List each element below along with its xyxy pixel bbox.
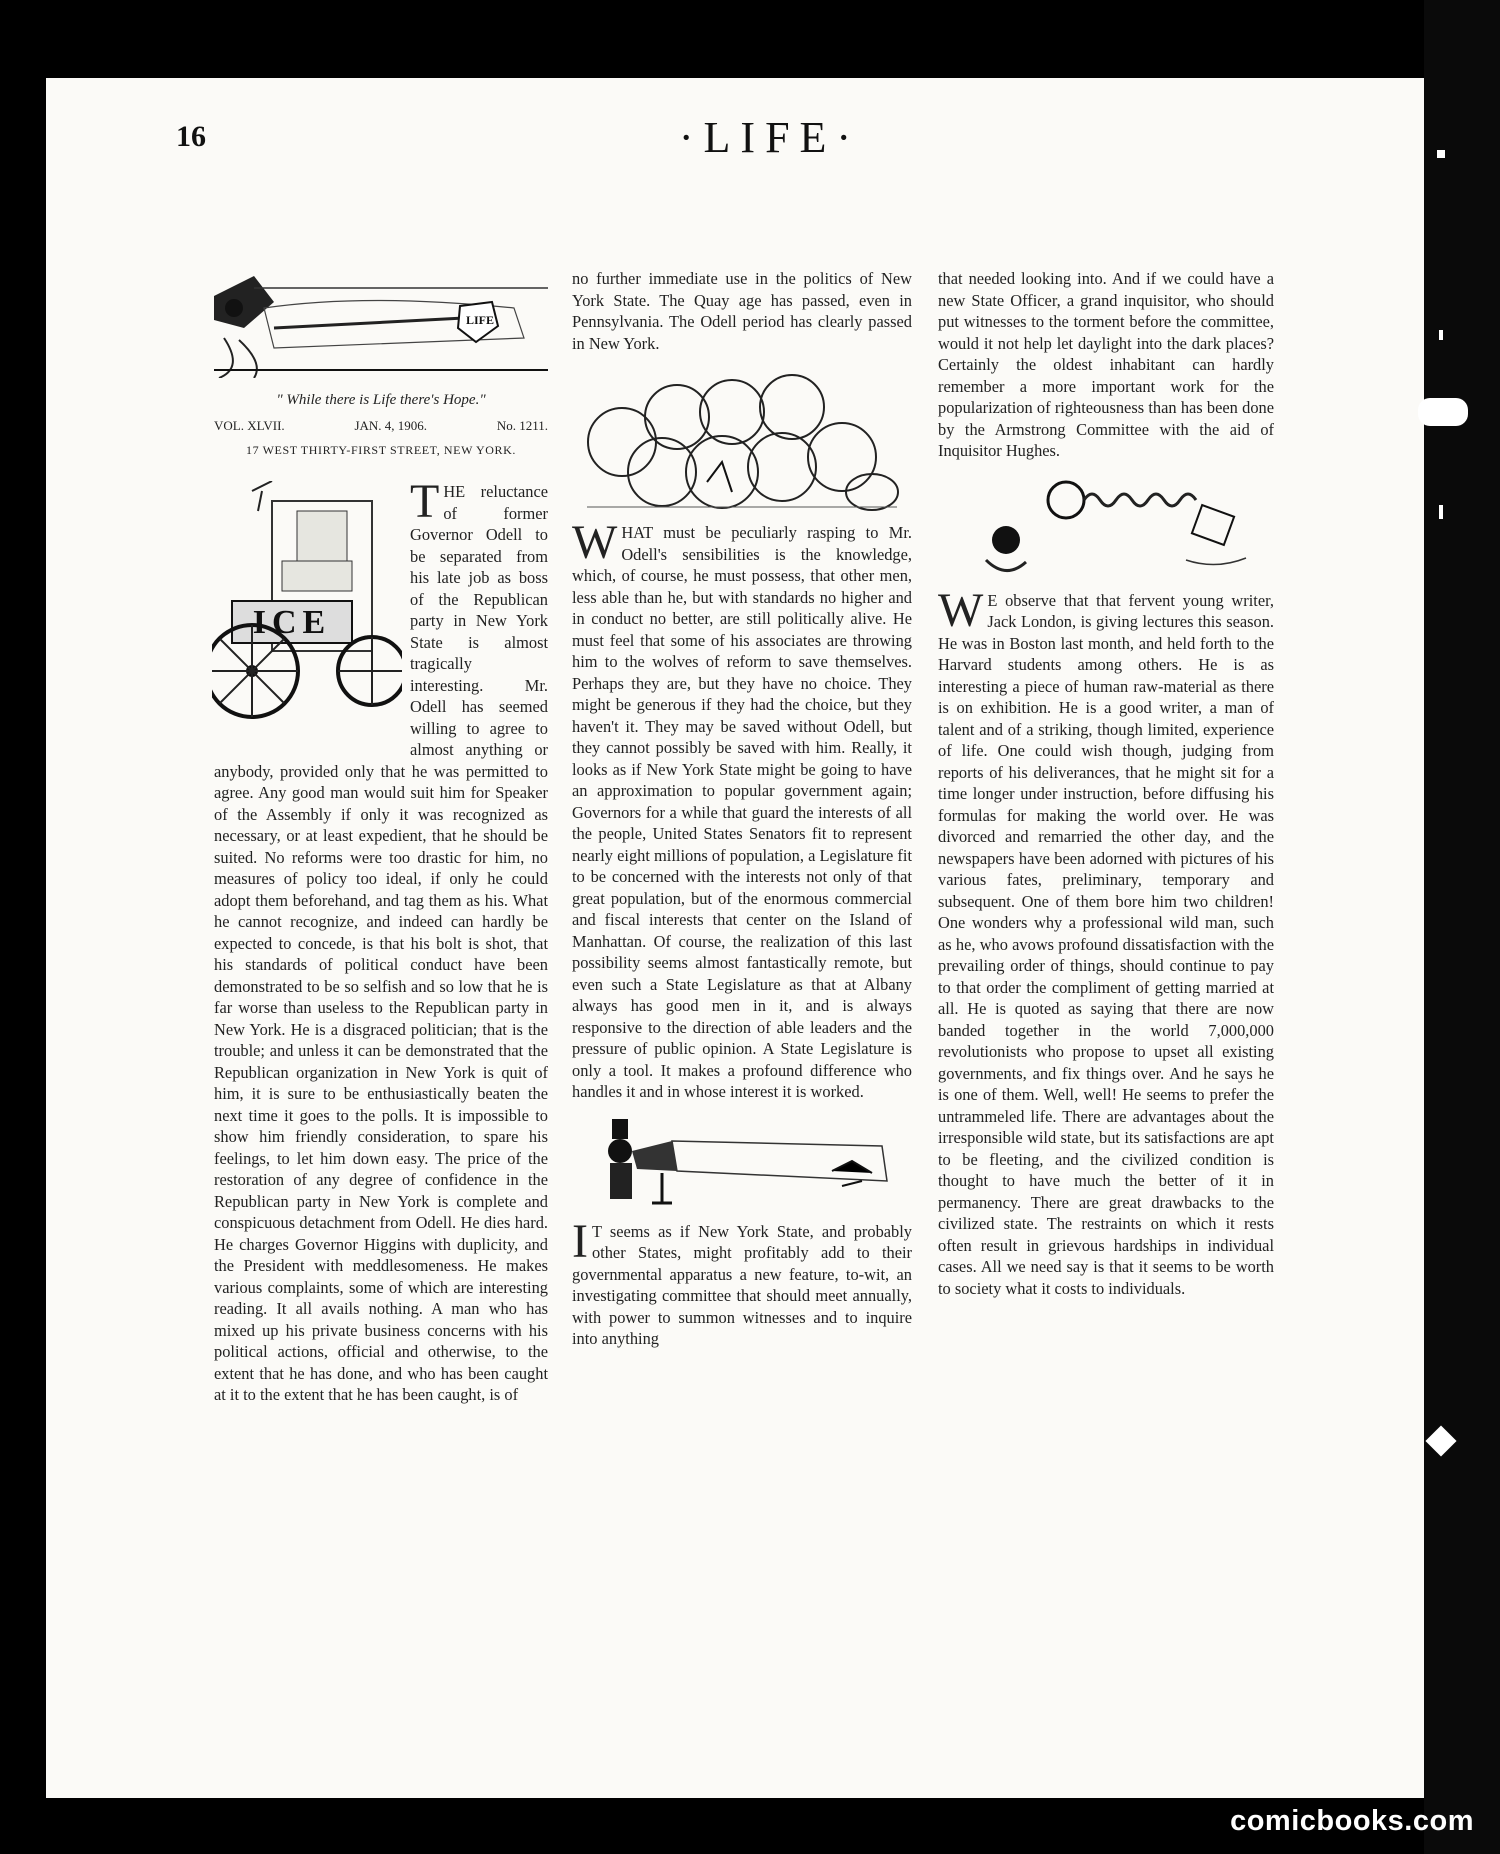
telescope-illustration (582, 1111, 902, 1211)
odell-text: HE reluctance of former Governor Odell to be separated from his late job as boss of the Republican party in New York State is almost tragically interesting. Mr. Odell has seemed willing to agree to almost anything or anybody, provided only that he was permitted to agree. Any good man would suit him for Speaker of the Assembly if only it was recognized as necessary, or at least expedient, that he should be suited. No reforms were too drastic for him, no measures of policy too ideal, if only he could adopt them beforehand, and tag them as his. What he cannot recognize, and indeed can hardly be expected to concede, is that his bolt is shot, that his standards of political conduct have been demonstrated to be so selfish and so low that he is far worse than useless to the Republican party in New York. He is a disgraced politician; that is the trouble; and unless it can be demonstrated that the Republican organization in New York is quit of him, it is sure to be enthusiastically beaten the next time it goes to the polls. It is impossible to show him friendly consideration, to spare his feelings, to let him down easy. The price of the restoration of any degree of confidence in the Republican party in New York is complete and conspicuous detachment from Odell. He dies hard. He charges Governor Higgins with duplicity, and the President with meddlesomeness. He makes various complaints, some of which are interesting reading. It all avails nothing. A man who has mixed up his private business concerns with his political actions, official and otherwise, to the extent that he has done, and who has been caught at it to the extent that he has been caught, is of (214, 482, 548, 1404)
london-article (938, 583, 1274, 1300)
inquisitor-article (572, 1214, 912, 1350)
volume-line (214, 415, 548, 437)
address: 17 WEST THIRTY-FIRST STREET, NEW YORK. (246, 442, 516, 457)
inquisitor-text: T seems as if New York State, and probably other States, might profitably add to their governmental apparatus a new feature, to-wit, an investigating committee that should meet annually, with power to summon witnesses and to inquire into anything (572, 1221, 912, 1348)
banner-life-label: LIFE (466, 313, 495, 327)
right-margin-strip (1424, 0, 1500, 1854)
column-3 (938, 268, 1274, 1299)
eggs-illustration (582, 362, 902, 512)
inquisitor-dropcap: I (572, 1214, 588, 1268)
page-number: 16 (176, 120, 206, 153)
column-1 (214, 268, 548, 1406)
header-banner-illustration (214, 268, 548, 378)
ice-wagon-illustration (212, 481, 402, 737)
rasping-dropcap: W (572, 516, 618, 569)
issue-date: JAN. 4, 1906. (354, 418, 428, 433)
inquisitor-continuation: that needed looking into. And if we could have a new State Officer, a grand inquisitor, who should put witnesses to the torment before the committee, would it not help let daylight into the dark places? Certainly the oldest inhabitant can hardly remember a more important work for the popularization of righteousness than has been done by the Armstrong Committee with the aid of Inquisitor Hughes. (938, 269, 1274, 460)
rasping-text: HAT must be peculiarly rasping to Mr. Odell's sensibilities is the knowledge, which, of course, he must possess, that other men, less able than he, but with standards no higher and in conduct no better, are still politically alive. He must feel that some of his associates are throwing him to the wolves of reform to save themselves. Perhaps they are, but they have no choice. They might be generous if they had the choice, but they haven't it. They may be saved without Odell, but they cannot possibly be saved with him. Really, it looks as if New York State might be going to have an approximation to popular government again; Governors for a while that guard the interests of all the people, United States Senators fit to represent nearly eight millions of population, a Legislature fit to be concerned with the interests not only of that great population, but of the enormous commercial and fiscal interests that center on the Island of Manhattan. Of course, the realization of this last possibility seems almost fantastically remote, but even such a State Legislature as that at Albany always has good men in it, and is always responsive to the direction of able leaders and the pressure of public opinion. A State Legislature is only a tool. It makes a profound difference who handles it and in whose interest it is worked. (572, 523, 912, 1101)
watermark: comicbooks.com (1230, 1805, 1474, 1837)
motto: " While there is Life there's Hope." (276, 391, 486, 408)
london-text: E observe that that fervent young writer, Jack London, is giving lectures this season. He was in Boston last month, and held forth to the Harvard students among others. He is as interesting a piece of human raw-material as there is on exhibition. He is a good writer, a man of talent and of a striking, though limited, experience of life. One could wish though, judging from reports of his deliverances, that he might sit for a time longer under instruction, before diffusing his formulas for making the world over. He was divorced and remarried the other day, and the newspapers have been adorned with pictures of his various fates, preliminary, temporary and subsequent. One of them bore him two children! One wonders why a professional wild man, such as he, who avows profound dissatisfaction with the prevailing order of things, should continue to pay to that order the compliment of getting married at all. He is quoted as saying that there are now banded together in the world 7,000,000 revolutionists who propose to upset all existing governments, and fix things over. And he says he is one of them. Well, well! He seems to prefer the untrammeled life. There are advantages about the irresponsible wild state, but its satisfactions are apt to be fleeting, and the civilized condition is thought to have much the better of it in permanency. There are great drawbacks to the civilized state. The restraints on which it rests often result in grievous hardships in individual cases. All we need say is that it seems to be worth to society what it costs to individuals. (938, 590, 1274, 1298)
volume: VOL. XLVII. (214, 418, 285, 433)
issue-number: No. 1211. (496, 418, 548, 433)
column-2 (572, 268, 912, 1350)
ice-label: ICE (252, 604, 332, 641)
odell-continuation: no further immediate use in the politics of New York State. The Quay age has passed, even in Pennsylvania. The Odell period has clearly passed in New York. (572, 269, 912, 353)
masthead-title: ·LIFE· (678, 113, 862, 162)
spring-figure-illustration (946, 470, 1266, 580)
rasping-article (572, 516, 912, 1103)
london-dropcap: W (938, 583, 984, 637)
odell-dropcap: T (410, 475, 440, 528)
